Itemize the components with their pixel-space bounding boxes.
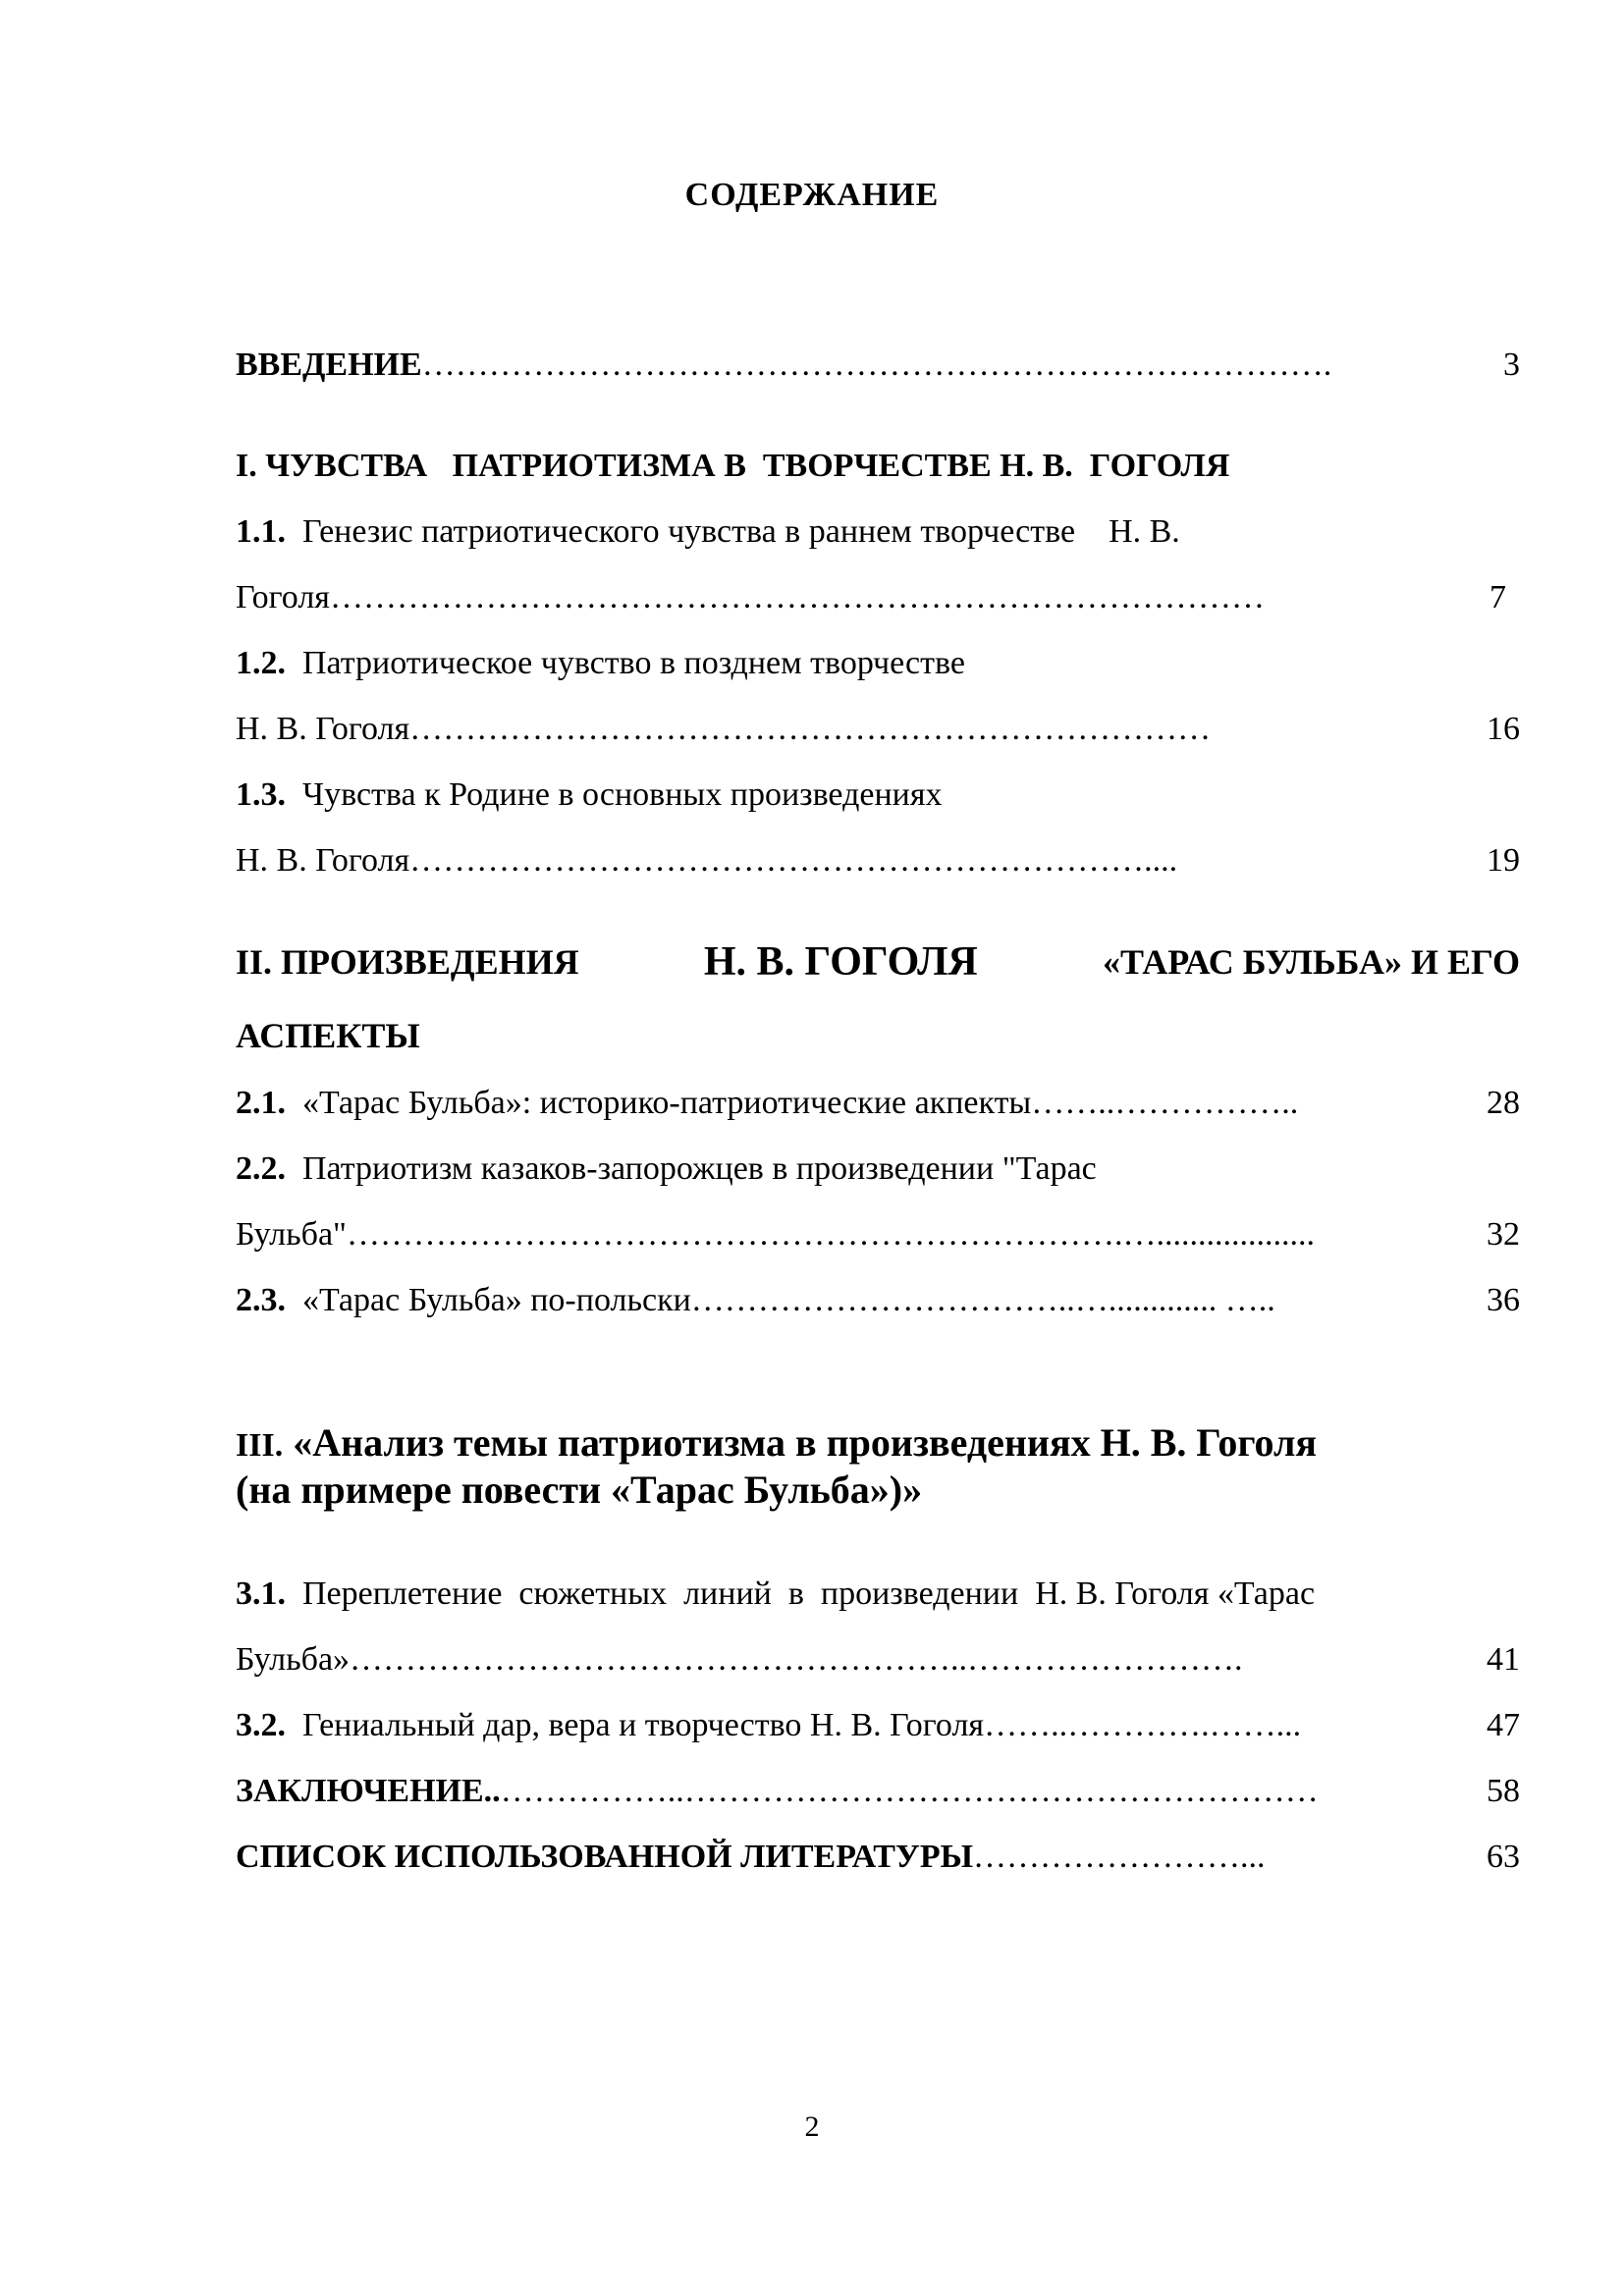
section-title: Патриотическое чувство в позднем творчестве <box>302 645 965 681</box>
section-number: 2.3. <box>236 1282 286 1318</box>
section-number: 1.2. <box>236 645 286 681</box>
toc-page-number: 19 <box>1487 842 1520 879</box>
section-title: Гениальный дар, вера и творчество Н. В. Гоголя <box>302 1707 985 1743</box>
section-title-cont: Бульба» <box>236 1641 351 1678</box>
toc-page-number: 63 <box>1487 1839 1520 1875</box>
toc-entry-1-2 <box>236 644 965 683</box>
toc-entry-2-2 <box>236 1149 1097 1189</box>
toc-page-number: 7 <box>1489 579 1506 615</box>
toc-page-number: 16 <box>1487 711 1520 747</box>
toc-entry-1-1 <box>236 512 1180 552</box>
toc-entry-3-2 <box>236 1706 1310 1745</box>
section-title: Чувства к Родине в основных произведениях <box>302 776 943 813</box>
toc-label: ВВЕДЕНИЕ <box>236 347 422 383</box>
section-title: Переплетение сюжетных линий в произведении Н. В. Гоголя «Тарас <box>302 1575 1316 1612</box>
toc-page-number: 32 <box>1487 1216 1520 1253</box>
section-number: 3.2. <box>236 1707 286 1743</box>
toc-page-number: 41 <box>1487 1641 1520 1678</box>
toc-leader: ………………………………………………………….... <box>409 842 1178 879</box>
toc-entry-2-1 <box>236 1084 1298 1123</box>
toc-page-number: 36 <box>1487 1282 1520 1318</box>
toc-entry-1-1-cont <box>236 578 1272 617</box>
section-title-cont: Гоголя <box>236 579 330 615</box>
chapter-heading-2-part: «ТАРАС БУЛЬБА» И ЕГО <box>1103 942 1520 982</box>
section-title: «Тарас Бульба»: историко-патриотические акпекты <box>302 1085 1032 1121</box>
toc-leader: ……………..………………………………………………… <box>500 1773 1319 1809</box>
chapter-heading-2-part: Н. В. ГОГОЛЯ <box>703 939 978 985</box>
chapter-heading-3-cont: (на примере повести «Тарас Бульба»)» <box>236 1468 923 1512</box>
section-number: 3.1. <box>236 1575 286 1612</box>
toc-entry-1-3-cont <box>236 841 1177 881</box>
chapter-heading-1: I. ЧУВСТВА ПАТРИОТИЗМА В ТВОРЧЕСТВЕ Н. В. ГОГОЛЯ <box>236 448 1230 484</box>
chapter-heading-3-line: «Анализ темы патриотизма в произведениях Н. В. Гоголя <box>293 1420 1318 1465</box>
toc-page-number: 47 <box>1487 1707 1520 1743</box>
chapter-heading-2-part: II. ПРОИЗВЕДЕНИЯ <box>236 942 579 982</box>
page-title: СОДЕРЖАНИЕ <box>684 177 940 213</box>
toc-leader: ………………………………………………..……………………. <box>350 1641 1243 1678</box>
section-number: 1.1. <box>236 513 286 550</box>
toc-entry-intro <box>236 346 1331 385</box>
toc-entry-1-2-cont <box>236 710 1211 749</box>
toc-entry-conclusion <box>236 1772 1319 1811</box>
toc-label: СПИСОК ИСПОЛЬЗОВАННОЙ ЛИТЕРАТУРЫ <box>236 1839 973 1875</box>
toc-page-number: 58 <box>1487 1773 1520 1809</box>
section-title: Патриотизм казаков-запорожцев в произведении "Тарас <box>302 1150 1097 1187</box>
section-number: 2.2. <box>236 1150 286 1187</box>
section-title-cont: Н. В. Гоголя <box>236 842 410 879</box>
toc-entry-3-1 <box>236 1575 1315 1614</box>
chapter-heading-3 <box>236 1419 1520 1469</box>
toc-leader: ………………………………………………………………………. <box>421 347 1332 383</box>
section-number: 2.1. <box>236 1085 286 1121</box>
toc-leader: ……………………... <box>973 1839 1266 1875</box>
toc-leader: ………………………………………………………………………… <box>329 579 1273 615</box>
toc-page-number: 3 <box>1503 347 1520 383</box>
page-number: 2 <box>804 2110 820 2143</box>
toc-entry-2-3 <box>236 1281 1275 1320</box>
section-title-cont: Н. В. Гоголя <box>236 711 410 747</box>
chapter-heading-2 <box>236 939 1520 985</box>
section-title-cont: Бульба" <box>236 1216 347 1253</box>
chapter-number: III. <box>236 1427 284 1464</box>
toc-entry-references <box>236 1838 1266 1877</box>
toc-leader: …………………………………………………………….…................... <box>346 1216 1315 1253</box>
chapter-heading-2-cont: АСПЕКТЫ <box>236 1016 420 1055</box>
section-number: 1.3. <box>236 776 286 813</box>
toc-leader: ……..…………….. <box>1031 1085 1299 1121</box>
toc-label: ЗАКЛЮЧЕНИЕ.. <box>236 1773 501 1809</box>
section-title: «Тарас Бульба» по-польски <box>302 1282 691 1318</box>
toc-leader: ……………………………..…............. ….. <box>690 1282 1275 1318</box>
toc-entry-3-1-cont <box>236 1640 1243 1680</box>
section-title: Генезис патриотического чувства в раннем творчестве Н. В. <box>302 513 1180 550</box>
toc-leader: ……………………………………………………………… <box>409 711 1212 747</box>
toc-leader: ……..………….……... <box>984 1707 1310 1743</box>
toc-entry-1-3 <box>236 775 943 815</box>
toc-entry-2-2-cont <box>236 1215 1315 1255</box>
toc-page-number: 28 <box>1487 1085 1520 1121</box>
